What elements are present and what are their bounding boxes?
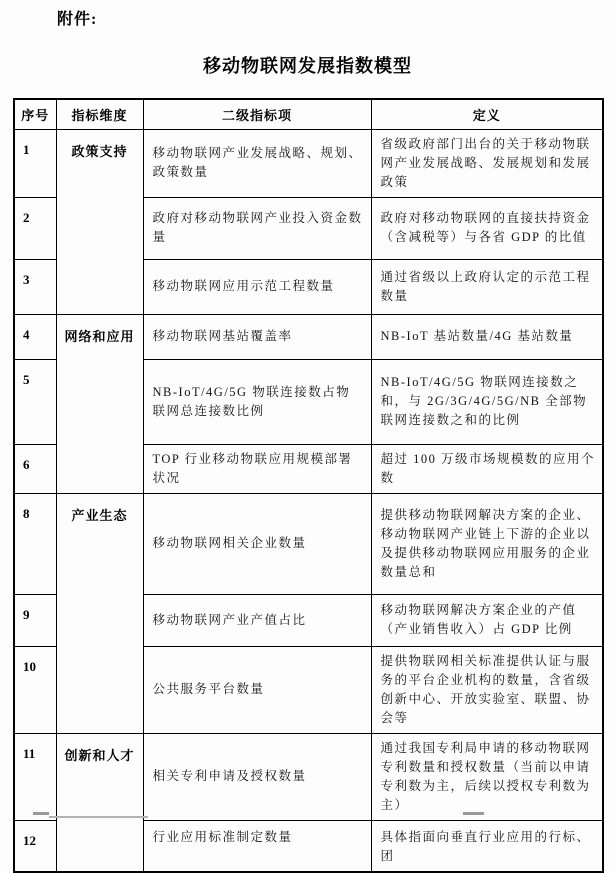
definition-cell: 提供物联网相关标准提供认证与服务的平台企业机构的数量，含省级创新中心、开放实验室、联盟、协会等 bbox=[371, 646, 603, 733]
header-definition: 定义 bbox=[371, 99, 603, 129]
row-no: 4 bbox=[14, 314, 56, 359]
definition-cell: 政府对移动物联网的直接扶持资金（含减税等）与各省 GDP 的比值 bbox=[371, 197, 603, 259]
definition-cell: 通过省级以上政府认定的示范工程数量 bbox=[371, 259, 603, 314]
definition-cell: 移动物联网解决方案企业的产值（产业销售收入）占 GDP 比例 bbox=[371, 594, 603, 646]
definition-cell: NB-IoT 基站数量/4G 基站数量 bbox=[371, 314, 603, 359]
row-no: 6 bbox=[14, 444, 56, 493]
row-no: 5 bbox=[14, 359, 56, 444]
indicator-cell: 移动物联网产业发展战略、规划、政策数量 bbox=[143, 129, 371, 197]
row-no: 10 bbox=[14, 646, 56, 733]
table-row bbox=[14, 129, 603, 197]
table-row bbox=[14, 733, 603, 820]
indicator-cell: NB-IoT/4G/5G 物联连接数占物联网总连接数比例 bbox=[143, 359, 371, 444]
indicator-cell: 移动物联网产业产值占比 bbox=[143, 594, 371, 646]
header-dimension: 指标维度 bbox=[56, 99, 143, 129]
row-no: 2 bbox=[14, 197, 56, 259]
indicator-cell: TOP 行业移动物联应用规模部署状况 bbox=[143, 444, 371, 493]
dimension-cell: 政策支持 bbox=[56, 129, 143, 314]
indicator-cell: 相关专利申请及授权数量 bbox=[143, 733, 371, 820]
page-break-artifact bbox=[463, 812, 484, 815]
indicator-cell: 移动物联网基站覆盖率 bbox=[143, 314, 371, 359]
page-break-artifact bbox=[33, 812, 49, 815]
dimension-cell: 产业生态 bbox=[56, 493, 143, 733]
indicator-table bbox=[13, 98, 604, 873]
page-title: 移动物联网发展指数模型 bbox=[203, 56, 412, 76]
indicator-cell: 移动物联网应用示范工程数量 bbox=[143, 259, 371, 314]
definition-cell: 具体指面向垂直行业应用的行标、团 bbox=[371, 820, 603, 872]
dimension-cell: 网络和应用 bbox=[56, 314, 143, 493]
table-row bbox=[14, 493, 603, 594]
definition-cell: 提供移动物联网解决方案的企业、移动物联网产业链上下游的企业以及提供移动物联网应用服务的企业数量总和 bbox=[371, 493, 603, 594]
indicator-cell: 移动物联网相关企业数量 bbox=[143, 493, 371, 594]
indicator-cell: 行业应用标准制定数量 bbox=[143, 820, 371, 872]
row-no: 3 bbox=[14, 259, 56, 314]
page-break-artifact bbox=[49, 816, 148, 818]
row-no: 11 bbox=[14, 733, 56, 820]
attachment-label: 附件: bbox=[57, 11, 98, 28]
definition-cell: NB-IoT/4G/5G 物联网连接数之和，与 2G/3G/4G/5G/NB 全部物联网连接数之和的比例 bbox=[371, 359, 603, 444]
indicator-cell: 政府对移动物联网产业投入资金数量 bbox=[143, 197, 371, 259]
row-no: 1 bbox=[14, 129, 56, 197]
row-no: 8 bbox=[14, 493, 56, 594]
table-row bbox=[14, 314, 603, 359]
indicator-cell: 公共服务平台数量 bbox=[143, 646, 371, 733]
definition-cell: 超过 100 万级市场规模数的应用个数 bbox=[371, 444, 603, 493]
header-indicator: 二级指标项 bbox=[143, 99, 371, 129]
row-no: 12 bbox=[14, 820, 56, 872]
dimension-cell: 创新和人才 bbox=[56, 733, 143, 872]
header-no: 序号 bbox=[14, 99, 56, 129]
definition-cell: 通过我国专利局申请的移动物联网专利数量和授权数量（当前以申请专利数为主，后续以授权专利数为主） bbox=[371, 733, 603, 820]
header-row bbox=[14, 99, 603, 129]
definition-cell: 省级政府部门出台的关于移动物联网产业发展战略、发展规划和发展政策 bbox=[371, 129, 603, 197]
row-no: 9 bbox=[14, 594, 56, 646]
